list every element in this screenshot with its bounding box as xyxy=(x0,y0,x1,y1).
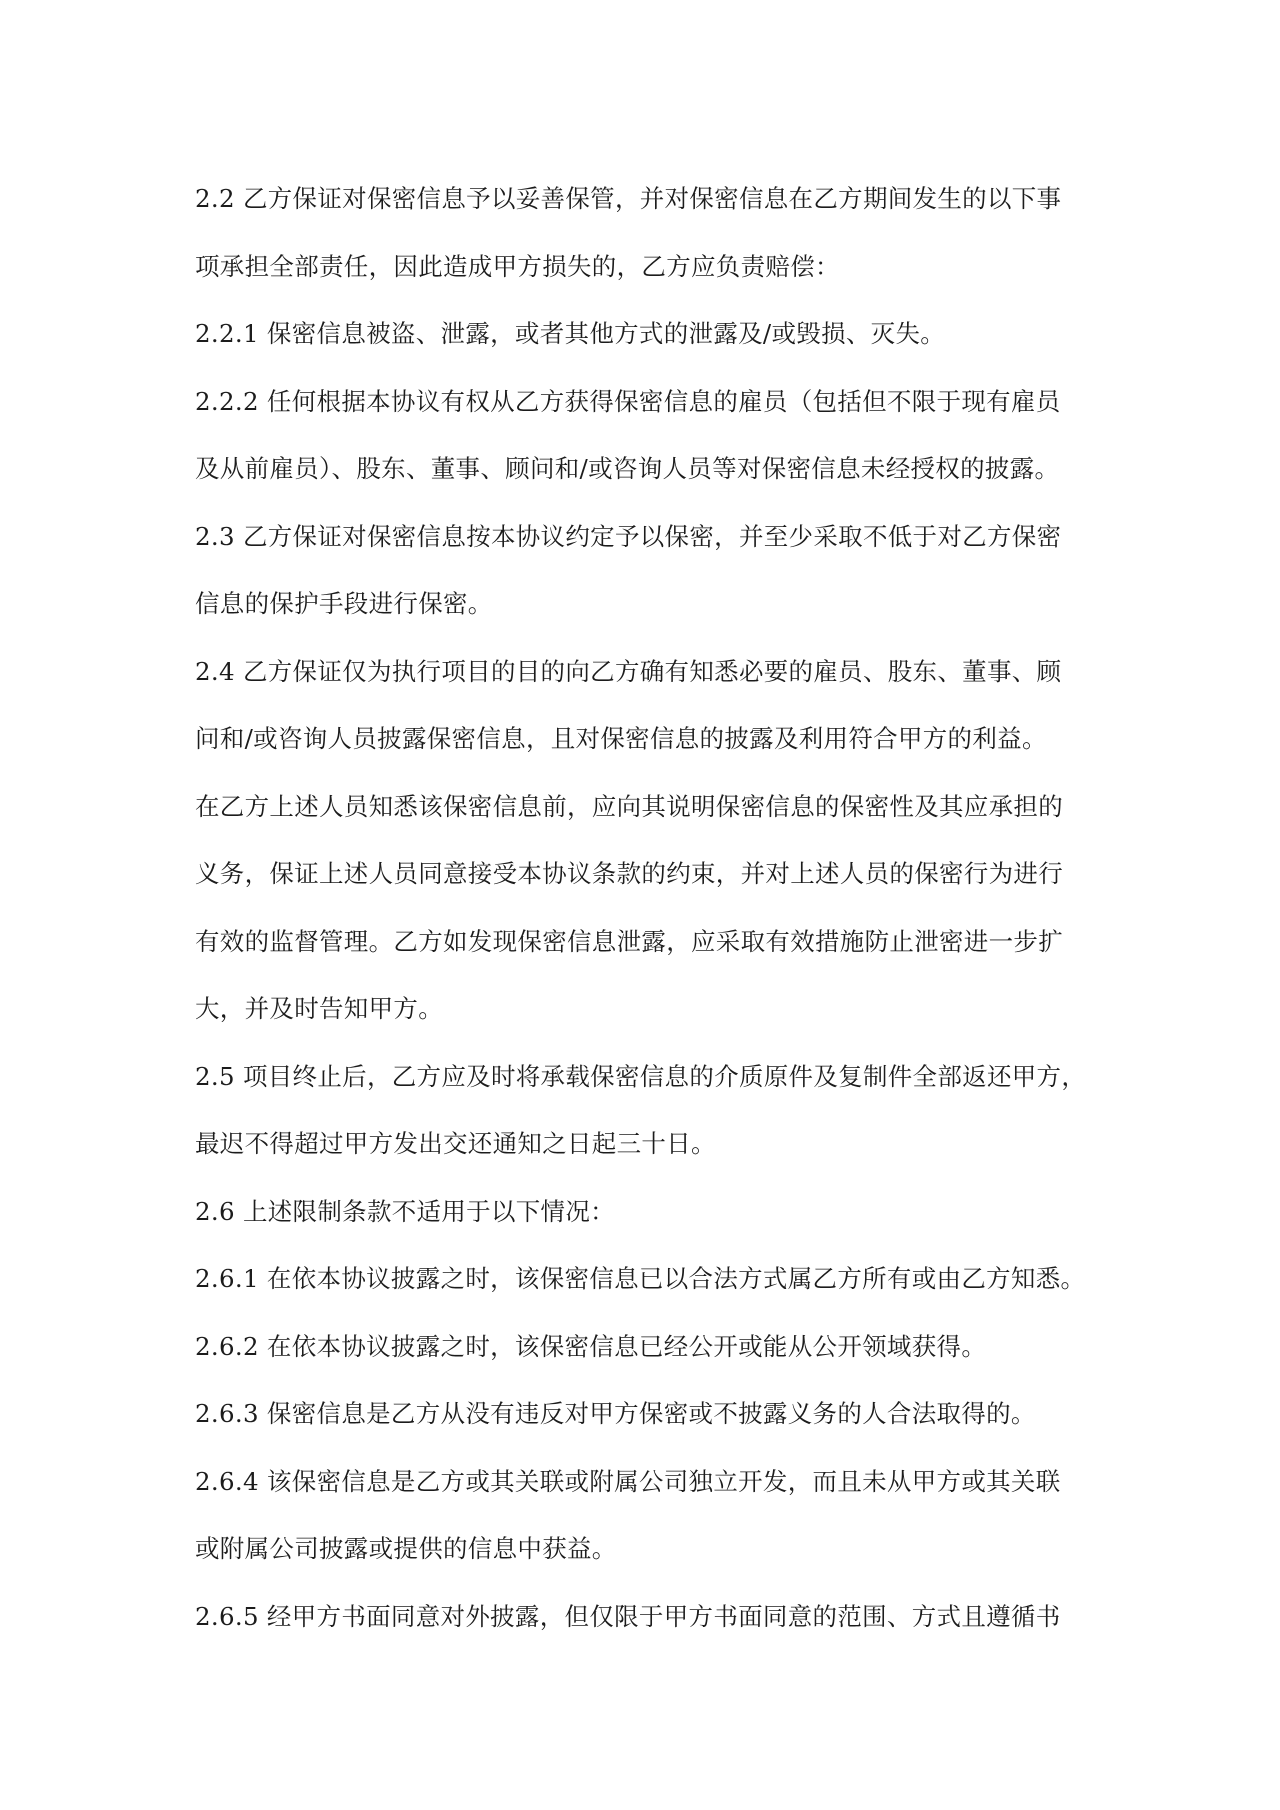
clause-2-2-1: 2.2.1 保密信息被盗、泄露，或者其他方式的泄露及/或毁损、灭失。 xyxy=(195,319,946,348)
clause-2-6-3: 2.6.3 保密信息是乙方从没有违反对甲方保密或不披露义务的人合法取得的。 xyxy=(195,1399,1036,1428)
clause-2-3-line-1: 2.3 乙方保证对保密信息按本协议约定予以保密，并至少采取不低于对乙方保密 xyxy=(195,521,1062,551)
clause-2-6-4-line-1: 2.6.4 该保密信息是乙方或其关联或附属公司独立开发，而且未从甲方或其关联 xyxy=(195,1466,1061,1496)
clause-2-6-1: 2.6.1 在依本协议披露之时，该保密信息已以合法方式属乙方所有或由乙方知悉。 xyxy=(195,1264,1086,1293)
clause-2-4-line-4: 义务，保证上述人员同意接受本协议条款的约束，并对上述人员的保密行为进行 xyxy=(195,859,1063,888)
clause-2-4-line-1: 2.4 乙方保证仅为执行项目的目的向乙方确有知悉必要的雇员、股东、董事、顾 xyxy=(195,656,1062,686)
clause-2-4-line-6: 大，并及时告知甲方。 xyxy=(195,994,443,1023)
clause-2-5-line-2: 最迟不得超过甲方发出交还通知之日起三十日。 xyxy=(195,1129,716,1158)
clause-2-2-2-line-1: 2.2.2 任何根据本协议有权从乙方获得保密信息的雇员（包括但不限于现有雇员 xyxy=(195,386,1061,416)
clause-2-2-line-1: 2.2 乙方保证对保密信息予以妥善保管，并对保密信息在乙方期间发生的以下事 xyxy=(195,184,1062,213)
clause-2-6: 2.6 上述限制条款不适用于以下情况： xyxy=(195,1196,615,1226)
clause-2-6-2: 2.6.2 在依本协议披露之时，该保密信息已经公开或能从公开领域获得。 xyxy=(195,1331,987,1361)
document-body xyxy=(195,165,1095,1650)
clause-2-6-5-line-1: 2.6.5 经甲方书面同意对外披露，但仅限于甲方书面同意的范围、方式且遵循书 xyxy=(195,1601,1061,1631)
clause-2-5-line-1: 2.5 项目终止后，乙方应及时将承载保密信息的介质原件及复制件全部返还甲方， xyxy=(195,1061,1087,1091)
clause-2-6-4-line-2: 或附属公司披露或提供的信息中获益。 xyxy=(195,1534,617,1563)
clause-2-4-line-3: 在乙方上述人员知悉该保密信息前，应向其说明保密信息的保密性及其应承担的 xyxy=(195,791,1063,821)
clause-2-4-line-5: 有效的监督管理。乙方如发现保密信息泄露，应采取有效措施防止泄密进一步扩 xyxy=(195,926,1063,956)
clause-2-3-line-2: 信息的保护手段进行保密。 xyxy=(195,589,493,618)
clause-2-4-line-2: 问和/或咨询人员披露保密信息，且对保密信息的披露及利用符合甲方的利益。 xyxy=(195,724,1047,753)
clause-2-2-line-2: 项承担全部责任，因此造成甲方损失的，乙方应负责赔偿： xyxy=(195,251,840,281)
clause-2-2-2-line-2: 及从前雇员）、股东、董事、顾问和/或咨询人员等对保密信息未经授权的披露。 xyxy=(195,454,1060,483)
